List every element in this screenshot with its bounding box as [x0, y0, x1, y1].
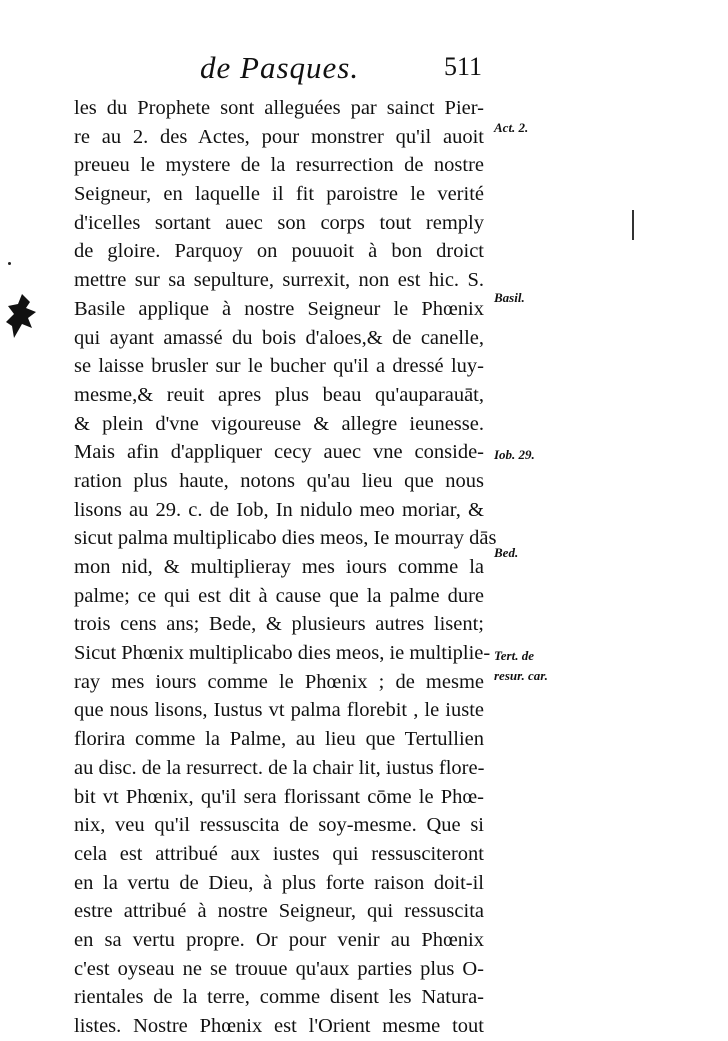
text-line: lisons au 29. c. de Iob, In nidulo meo moriar, & — [74, 498, 484, 521]
margin-note-iob: Iob. 29. — [494, 447, 535, 462]
text-line: en sa vertu propre. Or pour venir au Phœnix — [74, 928, 484, 951]
text-line: sicut palma multiplicabo dies meos, Ie mourray dās — [74, 527, 497, 550]
page-number: 511 — [444, 52, 483, 81]
text-line: bit vt Phœnix, qu'il sera florissant cōme le Phœ- — [74, 785, 484, 808]
text-line: mettre sur sa sepulture, surrexit, non est hic. S. — [74, 269, 484, 292]
ink-blot-icon — [4, 292, 40, 342]
text-line: ray mes iours comme le Phœnix ; de mesme — [74, 670, 484, 693]
text-line: rientales de la terre, comme disent les Natura- — [74, 986, 484, 1009]
text-line: mon nid, & multiplieray mes iours comme la — [74, 556, 484, 578]
stray-ink-dot — [8, 262, 11, 265]
text-line: qui ayant amassé du bois d'aloes,& de canelle, — [74, 326, 484, 349]
body-text — [74, 94, 497, 1041]
margin-note-bed: Bed. — [494, 545, 519, 560]
text-line: Basile applique à nostre Seigneur le Phœnix — [74, 297, 484, 320]
text-line: de gloire. Parquoy on pouuoit à bon droict — [74, 240, 484, 263]
text-line: que nous lisons, Iustus vt palma florebit , le iuste — [74, 699, 484, 722]
text-line: palme; ce qui est dit à cause que la palme dure — [74, 584, 484, 607]
text-line: trois cens ans; Bede, & plusieurs autres lisent; — [74, 613, 484, 636]
text-line: nix, veu qu'il ressuscita de soy-mesme. Que si — [74, 814, 484, 837]
text-line: au disc. de la resurrect. de la chair lit, iustus flore- — [74, 756, 485, 779]
text-line: se laisse brusler sur le bucher qu'il a dressé luy- — [74, 355, 484, 378]
text-line: c'est oyseau ne se trouue qu'aux parties plus O- — [74, 957, 484, 980]
text-line: florira comme la Palme, au lieu que Tertullien — [74, 728, 484, 751]
text-line: ration plus haute, notons qu'au lieu que nous — [74, 469, 484, 492]
stray-ink-line — [632, 210, 634, 240]
text-line: d'icelles sortant auec son corps tout remply — [74, 211, 484, 234]
text-line: en la vertu de Dieu, à plus forte raison doit-il — [74, 871, 484, 894]
text-line: estre attribué à nostre Seigneur, qui ressuscita — [74, 900, 484, 923]
margin-note-tert: Tert. de — [494, 648, 534, 663]
text-line: mesme,& reuit apres plus beau qu'auparauāt, — [74, 383, 484, 406]
text-line: les du Prophete sont alleguées par sainct Pier- — [74, 97, 484, 119]
margin-note-basil: Basil. — [494, 290, 525, 305]
text-line: Mais afin d'appliquer cecy auec vne conside- — [74, 441, 484, 464]
margin-note-act: Act. 2. — [494, 120, 529, 135]
text-line: re au 2. des Actes, pour monstrer qu'il auoit — [74, 125, 484, 148]
text-line: Sicut Phœnix multiplicabo dies meos, ie multiplie- — [74, 642, 491, 665]
text-line: Seigneur, en laquelle il fit paroistre le verité — [74, 183, 484, 206]
text-line: & plein d'vne vigoureuse & allegre ieunesse. — [74, 412, 484, 435]
text-line: listes. Nostre Phœnix est l'Orient mesme tout — [74, 1015, 484, 1037]
text-line: cela est attribué aux iustes qui ressusciteront — [74, 842, 484, 865]
text-line: preueu le mystere de la resurrection de nostre — [74, 154, 484, 177]
margin-note-resur: resur. car. — [494, 668, 548, 683]
running-title: de Pasques. — [200, 50, 360, 85]
